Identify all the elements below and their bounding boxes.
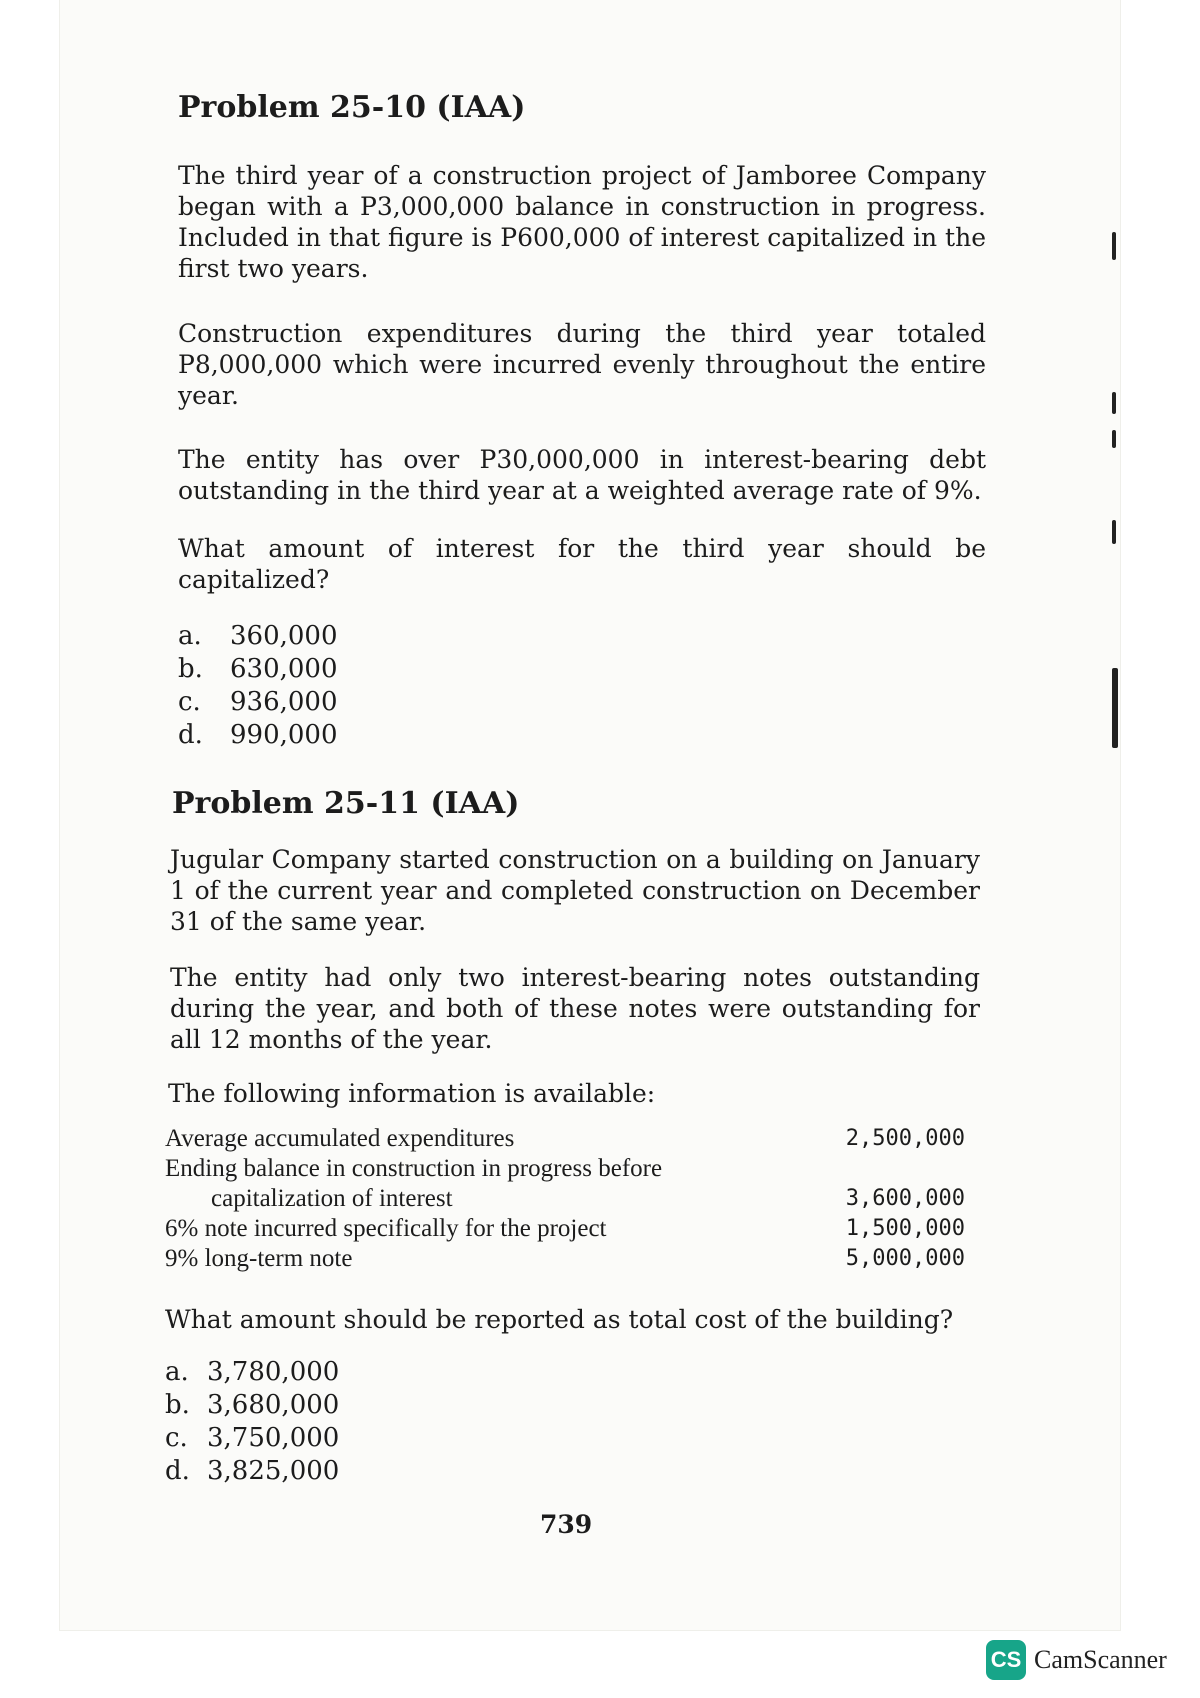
table-amount: 5,000,000 bbox=[845, 1246, 965, 1271]
choice-value: 3,680,000 bbox=[207, 1390, 340, 1420]
choice-item bbox=[178, 620, 338, 653]
table-row bbox=[165, 1214, 965, 1244]
problem-25-10-paragraph-2: Construction expenditures during the third year totaled P8,000,000 which were incurred evenly throughout the entire year. bbox=[178, 319, 986, 410]
table-amount: 1,500,000 bbox=[845, 1216, 965, 1241]
choice-value: 630,000 bbox=[230, 654, 338, 684]
choice-letter: c. bbox=[165, 1423, 188, 1453]
choice-value: 936,000 bbox=[230, 687, 338, 717]
choice-item bbox=[178, 719, 338, 752]
table-amount: 3,600,000 bbox=[845, 1186, 965, 1211]
scan-margin-mark bbox=[1112, 430, 1116, 448]
choice-letter: b. bbox=[178, 654, 203, 684]
choice-value: 360,000 bbox=[230, 621, 338, 651]
choice-letter: b. bbox=[165, 1390, 190, 1420]
information-table bbox=[165, 1124, 965, 1274]
table-row bbox=[165, 1244, 965, 1274]
choice-letter: d. bbox=[178, 720, 203, 750]
problem-25-10-choices bbox=[178, 620, 338, 752]
scan-margin-mark bbox=[1112, 520, 1116, 544]
choice-value: 3,750,000 bbox=[207, 1423, 340, 1453]
choice-value: 3,780,000 bbox=[207, 1357, 340, 1387]
table-amount: 2,500,000 bbox=[845, 1126, 965, 1151]
choice-letter: c. bbox=[178, 687, 201, 717]
problem-25-11-heading: Problem 25-11 (IAA) bbox=[172, 786, 520, 821]
problem-25-10-paragraph-1: The third year of a construction project of Jamboree Company began with a P3,000,000 balance in construction in progress. Included in that figure is P600,000 of interest capitalized in the first two years. bbox=[178, 161, 986, 283]
table-label: 9% long-term note bbox=[165, 1245, 353, 1272]
table-amount bbox=[810, 1154, 965, 1184]
camscanner-watermark bbox=[986, 1640, 1167, 1680]
problem-25-11-paragraph-1: Jugular Company started construction on a building on January 1 of the current year and completed construction on December 31 of the same year. bbox=[170, 845, 980, 936]
problem-25-11-question: What amount should be reported as total cost of the building? bbox=[165, 1305, 954, 1334]
camscanner-text: CamScanner bbox=[1034, 1645, 1167, 1674]
table-label: Ending balance in construction in progress before bbox=[165, 1155, 663, 1182]
choice-letter: a. bbox=[178, 621, 202, 651]
choice-letter: d. bbox=[165, 1456, 190, 1486]
scan-margin-mark bbox=[1112, 668, 1118, 748]
table-row bbox=[165, 1124, 965, 1154]
choice-item bbox=[178, 653, 338, 686]
choice-item bbox=[165, 1455, 339, 1488]
problem-25-11-paragraph-2: The entity had only two interest-bearing notes outstanding during the year, and both of these notes were outstanding for all 12 months of the year. bbox=[170, 963, 980, 1054]
table-row bbox=[165, 1184, 965, 1214]
table-label: capitalization of interest bbox=[211, 1185, 453, 1212]
scan-margin-mark bbox=[1112, 232, 1116, 260]
problem-25-10-question: What amount of interest for the third year should be capitalized? bbox=[178, 534, 986, 594]
table-row bbox=[165, 1154, 965, 1184]
table-label: Average accumulated expenditures bbox=[165, 1125, 515, 1152]
problem-25-10-paragraph-3: The entity has over P30,000,000 in interest-bearing debt outstanding in the third year at a weighted average rate of 9%. bbox=[178, 445, 986, 505]
choice-value: 990,000 bbox=[230, 720, 338, 750]
choice-item bbox=[178, 686, 338, 719]
problem-25-10-heading: Problem 25-10 (IAA) bbox=[178, 90, 526, 125]
choice-item bbox=[165, 1356, 339, 1389]
choice-item bbox=[165, 1422, 339, 1455]
problem-25-11-paragraph-3: The following information is available: bbox=[168, 1079, 656, 1108]
scan-margin-mark bbox=[1112, 392, 1116, 414]
choice-letter: a. bbox=[165, 1357, 189, 1387]
page-number: 739 bbox=[540, 1510, 593, 1539]
table-label: 6% note incurred specifically for the project bbox=[165, 1215, 607, 1242]
problem-25-11-choices bbox=[165, 1356, 339, 1488]
camscanner-logo-icon: CS bbox=[986, 1640, 1026, 1680]
choice-value: 3,825,000 bbox=[207, 1456, 340, 1486]
choice-item bbox=[165, 1389, 339, 1422]
